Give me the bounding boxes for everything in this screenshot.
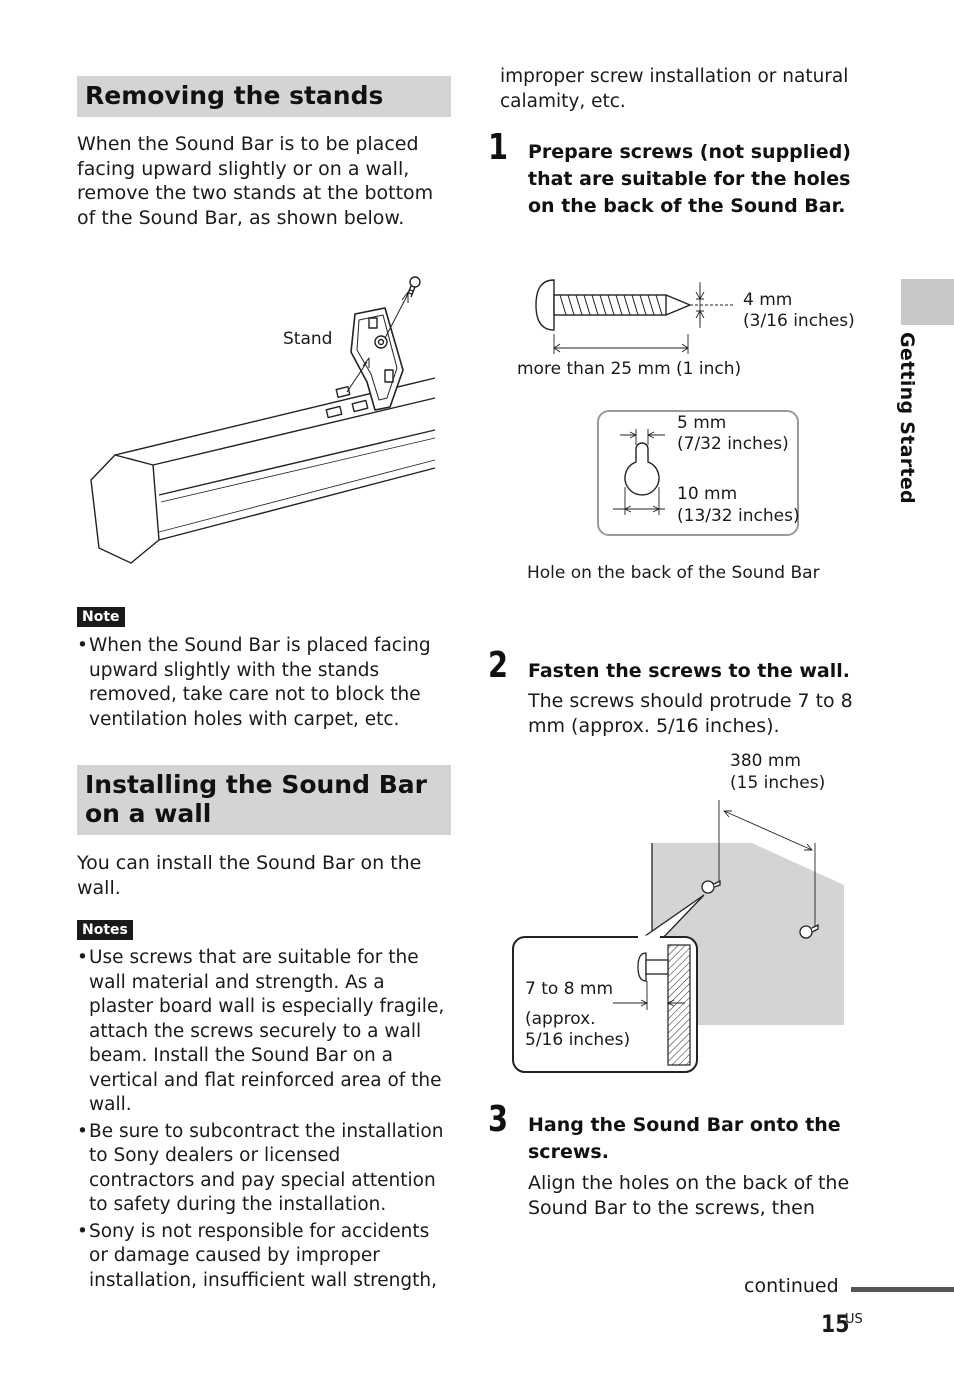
protrude-label: 7 to 8 mm [525,979,614,999]
side-tab-marker [901,279,954,325]
screw-length-label: more than 25 mm (1 inch) [517,359,742,379]
hole-bottom-mm: 10 mm [677,484,738,504]
keyhole-figure [605,425,675,520]
protrude-approx-1: (approx. [525,1009,596,1029]
continuation-text: improper screw installation or natural calamity, etc. [500,66,849,112]
notes-item: • Use screws that are suitable for the wall material and strength. As a plaster board wall is especially fragile, attach the screws securely to a wall beam. Install the Sound Bar on a vertical and flat reinforced area of the wall. [77,946,449,1118]
notes-list [77,946,449,1293]
step-number-3: 3 [488,1099,509,1140]
hole-top-mm: 5 mm [677,413,727,433]
hole-bottom-in: (13/32 inches) [677,506,800,526]
continued-label: continued [744,1275,839,1297]
stand-removal-figure [85,270,445,570]
section-title-removing-stands: Removing the stands [77,76,451,117]
page-number: 15 [821,1310,850,1338]
removing-stands-body: When the Sound Bar is to be placed facing upward slightly or on a wall, remove the two stands at the bottom of the Sound Bar, as shown below. [77,133,434,229]
step-title-2: Fasten the screws to the wall. [528,660,850,682]
screw-dimension-figure [520,272,760,362]
step-title-1: Prepare screws (not supplied) that are suitable for the holes on the back of the Sound Bar. [528,141,851,217]
stand-label: Stand [283,329,333,349]
note-list [77,634,447,732]
side-tab-label: Getting Started [896,332,918,504]
step-title-3: Hang the Sound Bar onto the screws. [528,1114,841,1163]
screw-diameter-in: (3/16 inches) [743,311,855,331]
screw-spacing-mm: 380 mm [730,751,801,771]
screw-diameter-mm: 4 mm [743,290,793,310]
note-item: • When the Sound Bar is placed facing upward slightly with the stands removed, take care not to block the ventilation holes with carpet, etc. [77,634,447,732]
section-title-installing-wall: Installing the Sound Bar on a wall [77,765,451,835]
protrude-approx-2: 5/16 inches) [525,1030,631,1050]
step-number-2: 2 [488,645,509,686]
continued-bar [851,1287,954,1292]
note-label: Note [77,607,125,627]
installing-wall-body: You can install the Sound Bar on the wall. [77,852,422,899]
hole-top-in: (7/32 inches) [677,434,789,454]
page-suffix: US [845,1312,863,1327]
step-number-1: 1 [488,127,509,168]
notes-item: • Be sure to subcontract the installation to Sony dealers or licensed contractors and pay special attention to safety during the installation. [77,1120,449,1218]
step-body-2: The screws should protrude 7 to 8 mm (approx. 5/16 inches). [528,690,853,737]
screw-spacing-in: (15 inches) [730,773,826,793]
step-body-3: Align the holes on the back of the Sound Bar to the screws, then [528,1172,850,1219]
notes-item: • Sony is not responsible for accidents or damage caused by improper installation, insufficient wall strength, [77,1220,449,1294]
hole-caption: Hole on the back of the Sound Bar [527,563,820,583]
notes-label: Notes [77,920,133,940]
